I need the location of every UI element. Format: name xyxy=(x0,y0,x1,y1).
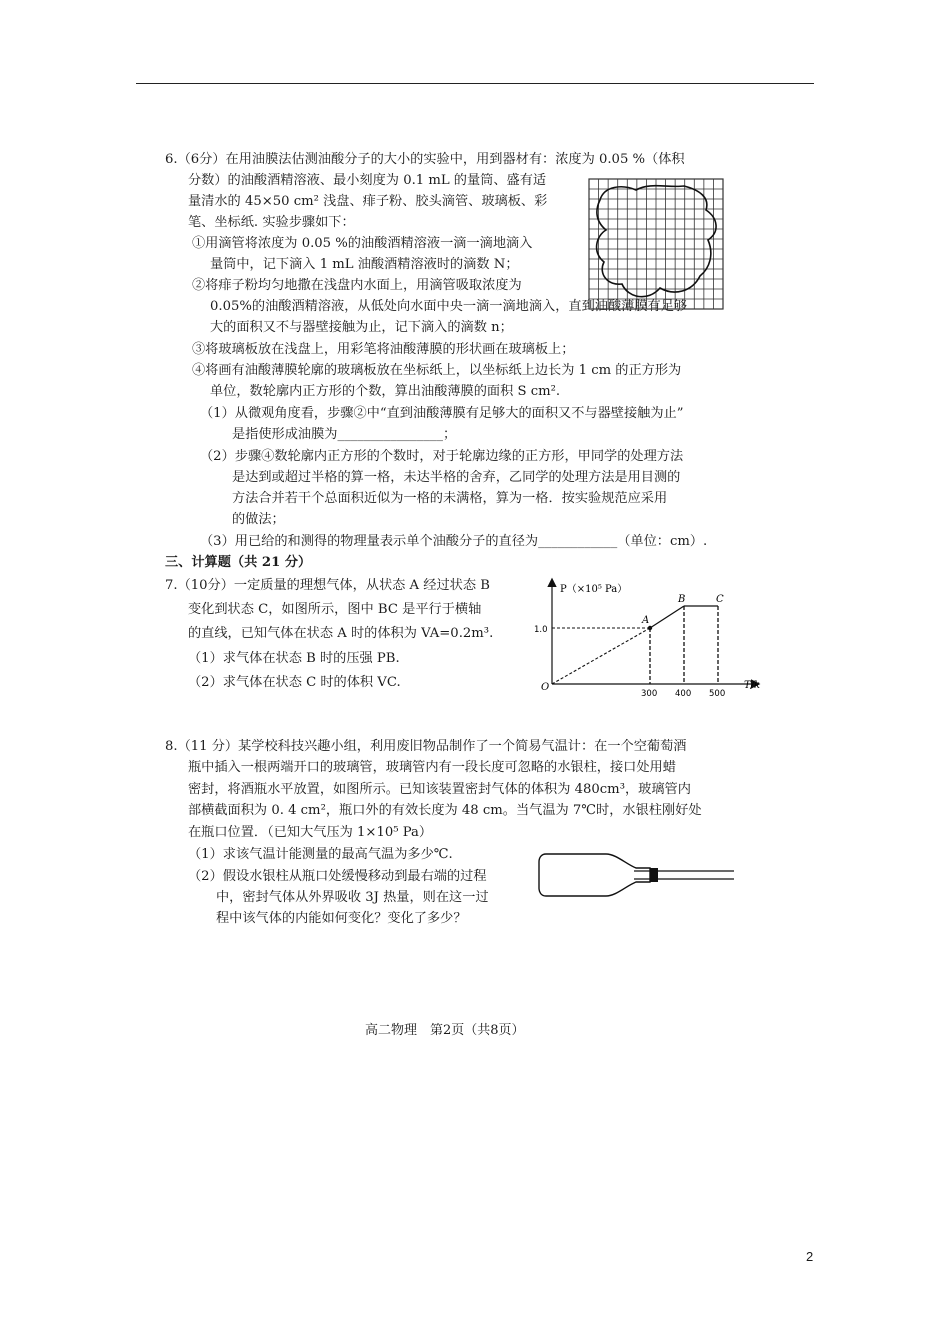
pressure-temperature-graph xyxy=(528,574,773,700)
q6-part-2b: 是达到或超过半格的算一格，未达半格的舍弃，乙同学的处理方法是用目测的 xyxy=(232,470,681,485)
q6-line-4: 笔、坐标纸. 实验步骤如下： xyxy=(188,215,355,230)
q6-part-2c: 方法合并若干个总面积近似为一格的未满格，算为一格．按实验规范应采用 xyxy=(232,491,668,506)
q6-part-2a: （2）步骤④数轮廓内正方形的个数时，对于轮廓边缘的正方形，甲同学的处理方法 xyxy=(200,449,684,464)
x-tick-label-300: 300 xyxy=(641,689,658,699)
q6-part-1a: （1）从微观角度看，步骤②中“直到油酸薄膜有足够大的面积又不与器壁接触为止” xyxy=(200,406,684,421)
q7-part-1: （1）求气体在状态 B 时的压强 PB. xyxy=(188,651,400,666)
q8-line-4: 部横截面积为 0. 4 cm²，瓶口外的有效长度为 48 cm。当气温为 7℃时，水银柱刚好处 xyxy=(188,803,702,818)
q8-line-3: 密封，将酒瓶水平放置，如图所示。已知该装置密封气体的体积为 480cm³，玻璃管内 xyxy=(188,782,691,797)
oil-film-grid-figure xyxy=(588,178,724,310)
q6-step-3: ③将玻璃板放在浅盘上，用彩笔将油酸薄膜的形状画在玻璃板上； xyxy=(192,342,575,357)
q6-line-2: 分数）的油酸酒精溶液、最小刻度为 0.1 mL 的量筒、盛有适 xyxy=(188,173,547,188)
q7-line-1: 7.（10分）一定质量的理想气体，从状态 A 经过状态 B xyxy=(165,578,490,593)
q6-line-1: 6.（6分）在用油膜法估测油酸分子的大小的实验中，用到器材有：浓度为 0.05 %（体积 xyxy=(165,152,685,167)
q6-line-3: 量清水的 45×50 cm² 浅盘、痱子粉、胶头滴管、玻璃板、彩 xyxy=(188,194,548,209)
q6-step-2c: 大的面积又不与器壁接触为止，记下滴入的滴数 n； xyxy=(210,320,513,335)
q7-part-2: （2）求气体在状态 C 时的体积 VC. xyxy=(188,675,401,690)
point-label-b: B xyxy=(678,594,686,605)
bottle-thermometer-figure xyxy=(538,850,738,902)
grid-lines xyxy=(589,179,723,309)
q6-step-1a: ①用滴管将浓度为 0.05 %的油酸酒精溶液一滴一滴地滴入 xyxy=(192,236,533,251)
q8-part-1: （1）求该气温计能测量的最高气温为多少℃. xyxy=(188,847,453,862)
dashed-line-origin-to-a xyxy=(552,628,650,684)
origin-label: O xyxy=(541,682,550,693)
x-tick-label-400: 400 xyxy=(675,689,692,699)
q6-step-4b: 单位，数轮廓内正方形的个数，算出油酸薄膜的面积 S cm². xyxy=(210,384,561,399)
q8-line-2: 瓶中插入一根两端开口的玻璃管，玻璃管内有一段长度可忽略的水银柱，接口处用蜡 xyxy=(188,760,676,775)
y-axis-label: P（×10⁵ Pa） xyxy=(560,584,628,595)
q7-line-2: 变化到状态 C，如图所示，图中 BC 是平行于横轴 xyxy=(188,602,482,617)
q6-step-2a: ②将痱子粉均匀地撒在浅盘内水面上，用滴管吸取浓度为 xyxy=(192,278,522,293)
page-footer: 高二物理 第2页（共8页） xyxy=(365,1023,525,1038)
q6-step-4a: ④将画有油酸薄膜轮廓的玻璃板放在坐标纸上，以坐标纸上边长为 1 cm 的正方形为 xyxy=(192,363,682,378)
section-3-title: 三、计算题（共 21 分） xyxy=(165,555,312,570)
bottle-outline xyxy=(539,854,650,896)
point-a-dot xyxy=(648,626,652,630)
mercury-column xyxy=(650,868,658,882)
q6-part-2d: 的做法； xyxy=(232,512,285,527)
y-tick-label: 1.0 xyxy=(534,625,548,635)
x-tick-label-500: 500 xyxy=(709,689,726,699)
q8-line-5: 在瓶口位置．（已知大气压为 1×10⁵ Pa） xyxy=(188,825,433,840)
q6-part-3: （3）用已给的和测得的物理量表示单个油酸分子的直径为____________（单位：cm）. xyxy=(200,534,708,549)
q8-part-2c: 程中该气体的内能如何变化？变化了多少？ xyxy=(216,911,467,926)
q6-step-1b: 量筒中，记下滴入 1 mL 油酸酒精溶液时的滴数 N； xyxy=(210,257,519,272)
segment-a-b xyxy=(650,606,684,628)
q6-part-1b: 是指使形成油膜为________________； xyxy=(232,427,457,442)
x-axis-label: T/k xyxy=(744,680,761,691)
header-rule xyxy=(136,83,814,84)
point-label-a: A xyxy=(642,615,650,626)
q6-step-2b: 0.05%的油酸酒精溶液，从低处向水面中央一滴一滴地滴入，直到油酸薄膜有足够 xyxy=(210,299,688,314)
q8-part-2b: 中，密封气体从外界吸收 3J 热量，则在这一过 xyxy=(216,890,489,905)
q8-part-2a: （2）假设水银柱从瓶口处缓慢移动到最右端的过程 xyxy=(188,869,487,884)
q7-line-3: 的直线，已知气体在状态 A 时的体积为 VA=0.2m³. xyxy=(188,626,494,641)
q8-line-1: 8.（11 分）某学校科技兴趣小组，利用废旧物品制作了一个简易气温计：在一个空葡萄酒 xyxy=(165,739,687,754)
point-label-c: C xyxy=(716,594,724,605)
page-number: 2 xyxy=(806,1249,814,1264)
